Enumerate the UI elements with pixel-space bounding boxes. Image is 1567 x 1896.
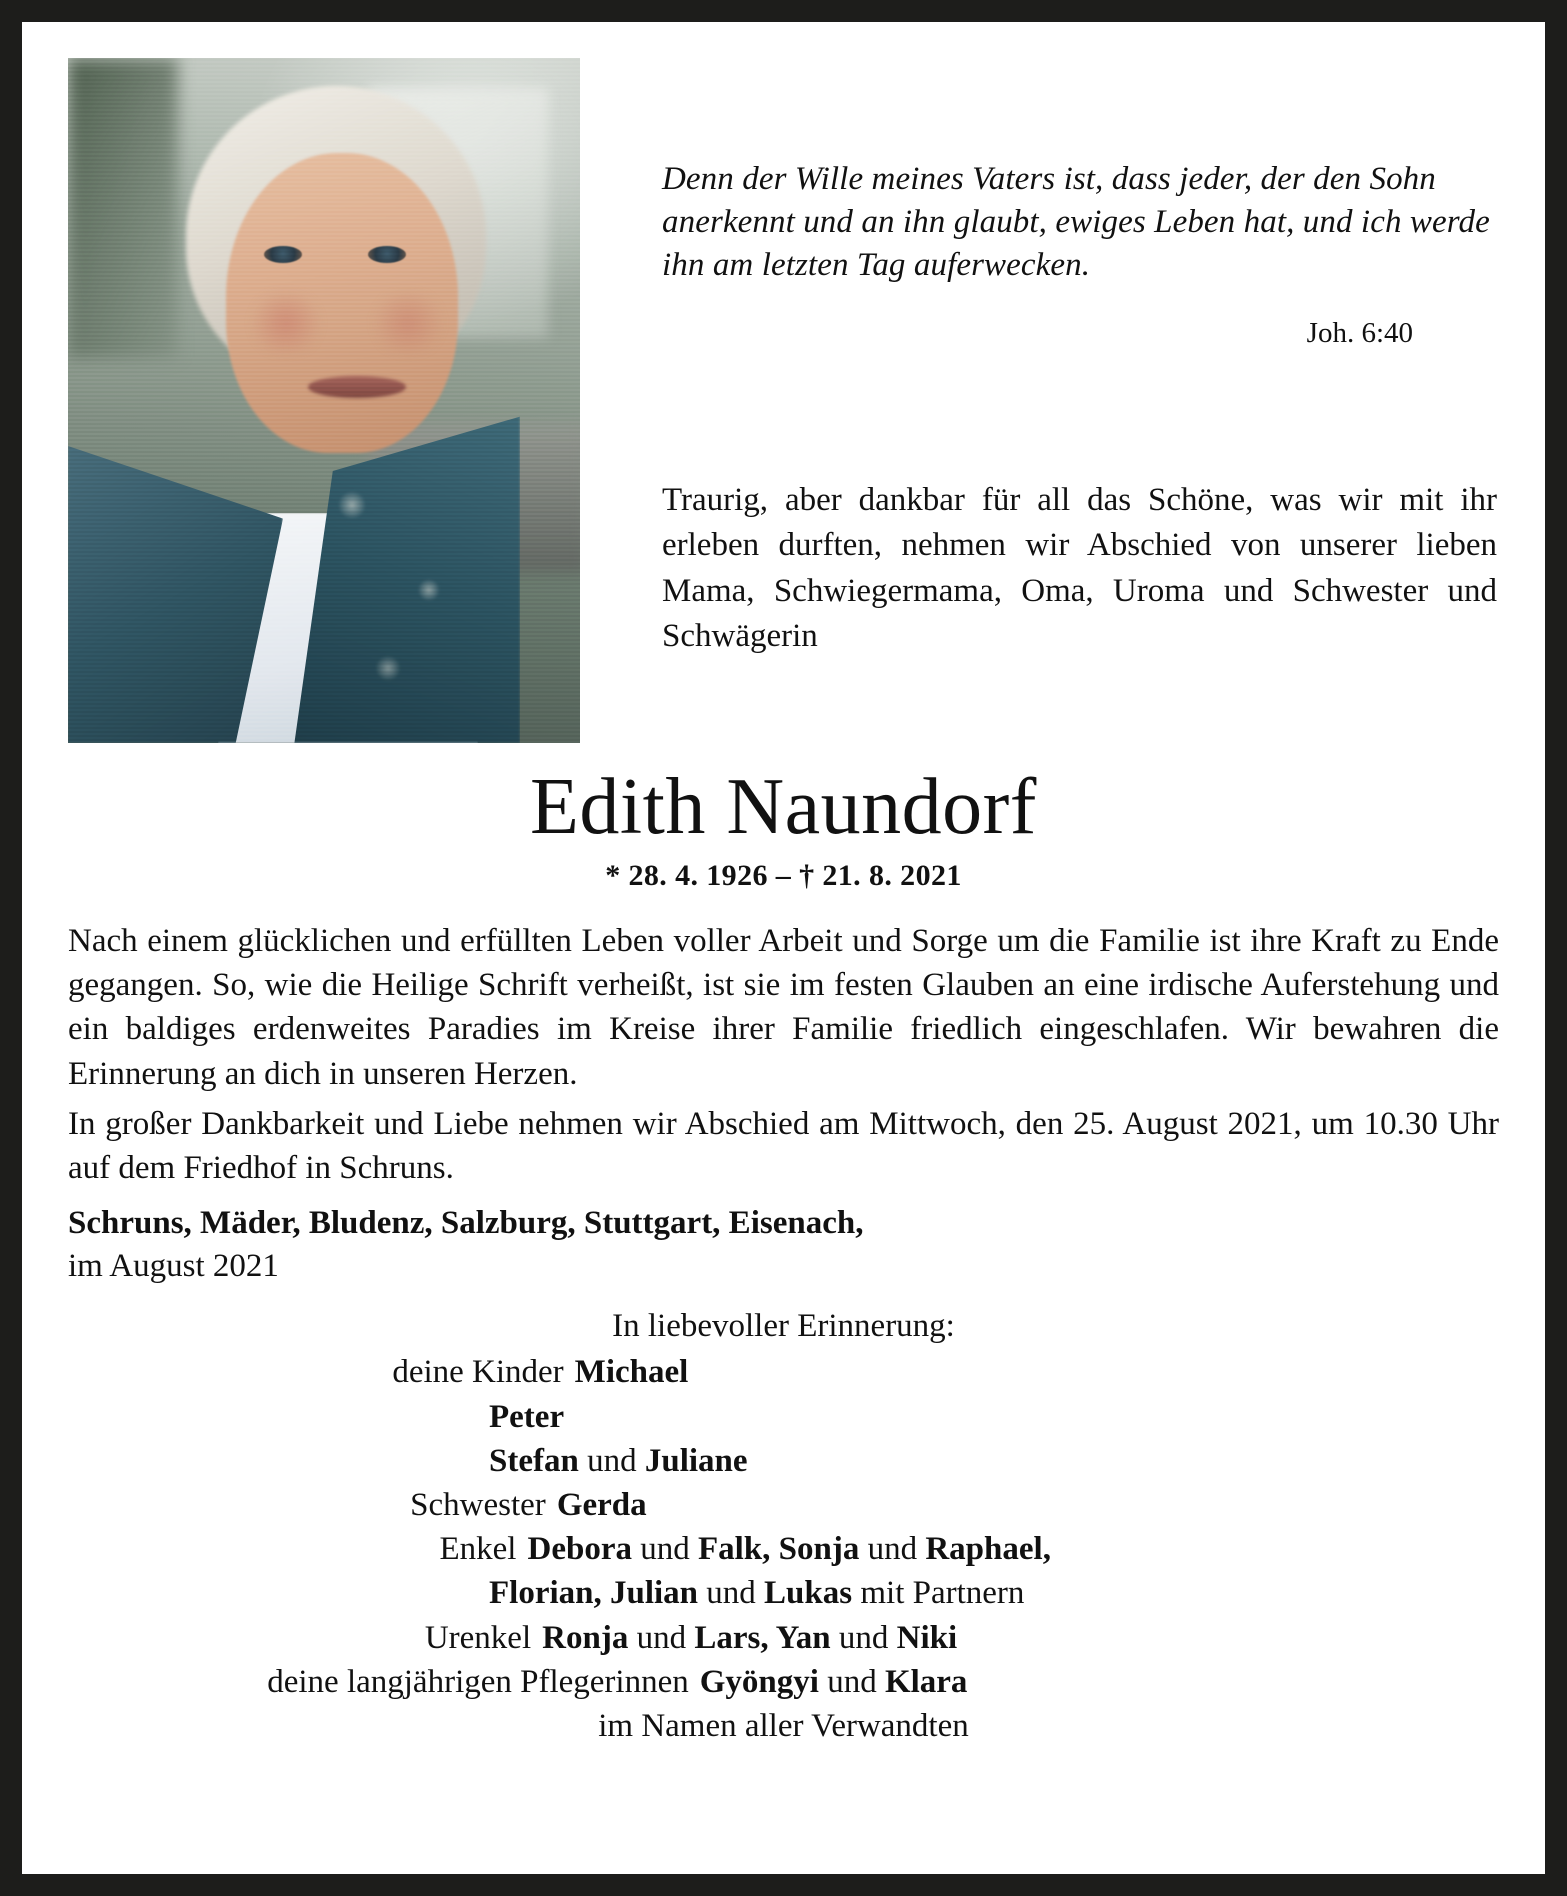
deceased-name: Edith Naundorf (530, 763, 1037, 851)
signature-row (68, 1527, 1499, 1571)
month-line: im August 2021 (68, 1248, 279, 1285)
intro-text: Traurig, aber dankbar für all das Schöne, was wir mit ihr erleben durften, nehmen wir Abschied von unserer lieben Mama, Schwiegermama, Oma, Uroma und Schwester und Schwägerin (662, 481, 1497, 655)
signature-relation: deine Kinder (392, 1354, 564, 1391)
body-paragraph-2: In großer Dankbarkeit und Liebe nehmen wir Abschied am Mittwoch, den 25. August 2021, um 10.30 Uhr auf dem Friedhof in Schruns. (68, 1105, 1499, 1187)
body-text (68, 919, 1499, 1190)
portrait-container (68, 58, 580, 743)
signature-relation: Enkel (439, 1531, 517, 1568)
signature-row (68, 1483, 1499, 1527)
signature-relation: Schwester (410, 1486, 546, 1523)
signature-names: Debora und Falk, Sonja und Raphael, (527, 1531, 1051, 1568)
signature-row (68, 1571, 1499, 1615)
signature-row (68, 1395, 1499, 1439)
signature-names: Florian, Julian und Lukas mit Partnern (489, 1575, 1025, 1612)
signature-row (68, 1616, 1499, 1660)
signature-relation: Urenkel (424, 1619, 532, 1656)
signature-names: Ronja und Lars, Yan und Niki (542, 1619, 958, 1656)
signature-row (68, 1660, 1499, 1704)
bible-quote-source: Joh. 6:40 (1306, 316, 1413, 349)
bible-quote: Denn der Wille meines Vaters ist, dass jeder, der den Sohn anerkennt und an ihn glaubt, ewiges Leben hat, und ich werde ihn am letzten Tag auferwecken. (662, 161, 1490, 283)
header-section (68, 58, 1499, 743)
signature-footer: im Namen aller Verwandten (598, 1708, 969, 1745)
quote-column (580, 58, 1499, 660)
signature-rows (68, 1350, 1499, 1704)
signature-block (68, 1304, 1499, 1748)
signature-names: Gerda (556, 1486, 647, 1523)
places-line: Schruns, Mäder, Bludenz, Salzburg, Stuttgart, Eisenach, (68, 1205, 864, 1242)
signature-names: Gyöngyi und Klara (699, 1663, 968, 1700)
signature-heading: In liebevoller Erinnerung: (612, 1308, 955, 1345)
obituary-card (22, 22, 1545, 1874)
photo-grain-overlay (68, 58, 580, 743)
signature-row (68, 1350, 1499, 1394)
signature-names: Peter (489, 1398, 565, 1435)
body-paragraph-1: Nach einem glücklichen und erfüllten Leben voller Arbeit und Sorge um die Familie ist ihre Kraft zu Ende gegangen. So, wie die Heilige Schrift verheißt, ist sie im festen Glauben an eine irdische Auferstehung und ein baldiges erdenweites Paradies im Kreise ihrer Familie friedlich eingeschlafen. Wir bewahren die Erinnerung an dich in unseren Herzen. (68, 923, 1499, 1092)
signature-names: Stefan und Juliane (489, 1442, 748, 1479)
signature-relation: deine langjährigen Pflegerinnen (267, 1663, 689, 1700)
life-dates: * 28. 4. 1926 – † 21. 8. 2021 (605, 859, 962, 892)
signature-row (68, 1439, 1499, 1483)
signature-names: Michael (574, 1354, 689, 1391)
portrait-photo (68, 58, 580, 743)
